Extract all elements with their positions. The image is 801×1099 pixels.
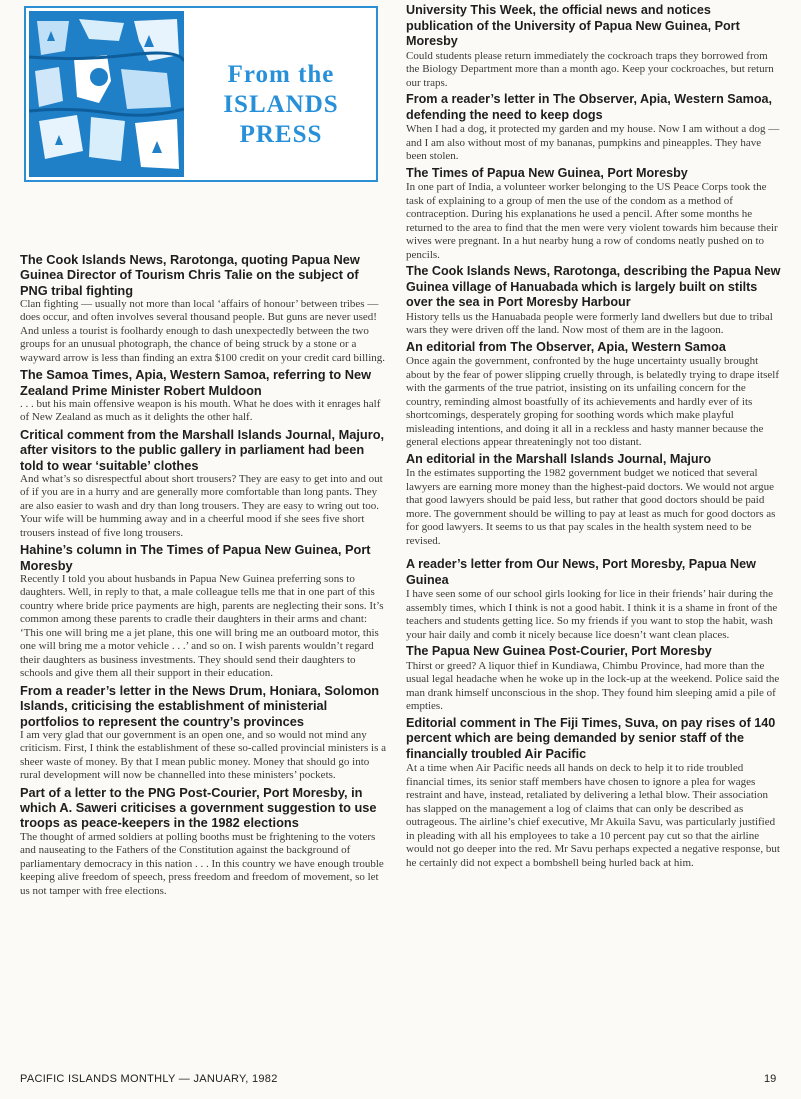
article-body: . . . but his main offensive weapon is his mouth. What he does with it enrages half of New Zealand as much as it delights the other half. [20,397,381,424]
article [20,785,388,898]
article-body: At a time when Air Pacific needs all hands on deck to help it to ride troubled financial times, its senior staff members have chosen to ignore a plea for wages restraint and have, instead, retaliated by delivering a lethal blow. Their association has slapped on the management a log of claims that can only be described as outrageous. The airline’s chief executive, Mr Akuila Savu, was particularly justified in pleading with all his employees to take a 10 percent pay cut so that the airline would not go deeper into the red. Mr Savu perhaps expected a negative response, but he certainly did not expect a bombshell being hurled back at him. [406,762,780,869]
article-heading: Editorial comment in The Fiji Times, Suva, on pay rises of 140 percent which are being demanded by senior staff of the financially troubled Air Pacific [406,715,776,761]
article-heading: Part of a letter to the PNG Post-Courier, Port Moresby, in which A. Saweri criticises a government suggestion to use troops as peace-keepers in the 1982 elections [20,784,377,831]
article-body: Recently I told you about husbands in Papua New Guinea preferring sons to daughters. Well, in reply to that, a male colleague tells me that in one part of this country where bride price payments are high, parents are neglecting their sons. It’s common among these parents to cradle their daughters in their arms and chant: ‘This one will bring me a jet plane, this one will bring me an outboard motor, this one will bring me a motor vehicle . . .’ and so on. I wish parents wouldn’t regard their daughters as business investments. They should send their daughters to schools and give them all their support in their education. [20,572,384,680]
article-heading: From a reader’s letter in The Observer, Apia, Western Samoa, defending the need to keep dogs [406,92,773,122]
article-heading: The Cook Islands News, Rarotonga, describing the Papua New Guinea village of Hanuabada which is largely built on stilts over the sea in Port Moresby Harbour [406,264,781,309]
article [20,427,388,540]
page-number: 19 [764,1073,777,1085]
article-body: And what’s so disrespectful about short trousers? They are easy to get into and out of if you are in a hurry and are generally more comfortable than long pants. They are also easier to wash and dry than long trousers. They are easy to wring out too. Your wife will be humming away and in a cheerful mood if she sees five short trousers instead of five long trousers. [20,472,383,539]
article-body: In one part of India, a volunteer worker belonging to the US Peace Corps took the task of explaining to a group of men the use of the condom as a method of contraception. During his explanations he used a pencil. After some months he returned to the area to find that the men were very violent towards him because their wives were pregnant. In a hut nearby hung a row of condoms neatly pushed on to pencils. [406,181,778,261]
islands-illustration-svg [29,11,184,177]
article-heading: An editorial in the Marshall Islands Journal, Majuro [406,451,712,466]
article [406,340,781,450]
article-body: I am very glad that our government is an open one, and so would not mind any criticism. First, I think the establishment of these so-called provincial ministers is a sheer waste of money. By that I mean public money. Money that should go into rural development will now be channelled into these ministers’ pockets. [20,728,386,782]
article-body: I have seen some of our school girls looking for lice in their friends’ hair during the assembly times, which I think is not a good habit. I think it is a shame in front of the teachers and students getting lice. So my friends if you want to stop the habit, wash your hair daily and comb it nicely because lice doesn’t want clean places. [406,588,778,641]
article [406,3,781,90]
article [20,683,388,783]
article [406,716,781,871]
article-heading: Hahine’s column in The Times of Papua New Guinea, Port Moresby [20,542,371,573]
article-heading: The Times of Papua New Guinea, Port Moresby [406,165,688,180]
article-heading: University This Week, the official news and notices publication of the University of Papua New Guinea, Port Moresby [406,3,740,48]
article [20,542,388,681]
article-heading: The Cook Islands News, Rarotonga, quoting Papua New Guinea Director of Tourism Chris Talie on the subject of PNG tribal fighting [20,252,360,298]
article-heading: Critical comment from the Marshall Islands Journal, Majuro, after visitors to the public gallery in parliament had been told to wear ‘suitable’ clothes [20,426,385,473]
article-heading: A reader’s letter from Our News, Port Moresby, Papua New Guinea [406,557,756,587]
article-body: Could students please return immediately the cockroach traps they borrowed from the Biology Department more than a month ago. Keep your cockroaches, but return our traps. [406,49,774,89]
article [406,92,781,164]
article-heading: The Samoa Times, Apia, Western Samoa, referring to New Zealand Prime Minister Robert Muldoon [20,367,372,398]
section-title: From the ISLANDS PRESS [223,61,339,148]
left-column [20,252,388,900]
article-body: Thirst or greed? A liquor thief in Kundiawa, Chimbu Province, had more than the usual legal headache when he woke up in the lock-up at the weekend. Police said the man drank himself unconscious in the shop. They found him sleeping amid a pile of empties. [406,659,780,712]
article [20,252,388,365]
article-body: The thought of armed soldiers at polling booths must be frightening to the voters and nauseating to the Fathers of the Constitution against the background of parliamentary democracy in this nation . . . In this country we have enough trouble keeping alive freedom of speech, press freedom and freedom of movement, so let us not tamper with free elections. [20,830,384,897]
article-body: Clan fighting — usually not more than local ‘affairs of honour’ between tribes — does occur, and often involves several thousand people. But guns are never used! And unless a tourist is foolhardy enough to dash unexpectedly between the two groups for an unusual photograph, the chance of being struck by a stone or a wayward arrow is less than finding an extra $100 credit on your credit card billing. [20,297,386,364]
article-body: When I had a dog, it protected my garden and my house. Now I am without a dog — and I am also without most of my bananas, pumpkins and pineapples. They have been stolen. [406,123,780,162]
section-banner [24,6,378,182]
article [406,264,781,338]
article-heading: An editorial from The Observer, Apia, Western Samoa [406,339,726,354]
article-body: History tells us the Hanuabada people were formerly land dwellers but due to tribal wars they were driven off the land. Now most of them are in the lagoon. [406,310,773,336]
right-column [406,3,781,872]
article [20,367,388,425]
footer-publication: PACIFIC ISLANDS MONTHLY — JANUARY, 1982 [20,1073,278,1085]
islands-illustration [29,11,184,177]
article-body: Once again the government, confronted by the huge uncertainty usually brought about by the fear of power slipping cruelly through, is belatedly trying to drape itself with the garments of the true patriot, insisting on its unfailing concern for the country, reminding almost boastfully of its achievements and hardly ever of its shortcomings, desperately groping for soothing words which make playful misleading intentions, and doing it all in a reckless and hasty manner because the general elections appear threateningly not too distant. [406,355,779,448]
article [406,452,781,549]
article [406,644,781,714]
article-body: In the estimates supporting the 1982 government budget we noticed that several lawyers are earning more money than the highest-paid doctors. We would not argue that good lawyers should be paid less, but rather that good doctors should be paid more. The government should be willing to pay at least as much for good doctors as for good lawyers. It seems to us that pay scales in the health system need to be revised. [406,467,776,547]
article [406,557,781,642]
article [406,166,781,263]
article-heading: From a reader’s letter in the News Drum, Honiara, Solomon Islands, criticising the establishment of ministerial portfolios to represent the country’s provinces [20,682,380,729]
article-heading: The Papua New Guinea Post-Courier, Port Moresby [406,644,712,658]
